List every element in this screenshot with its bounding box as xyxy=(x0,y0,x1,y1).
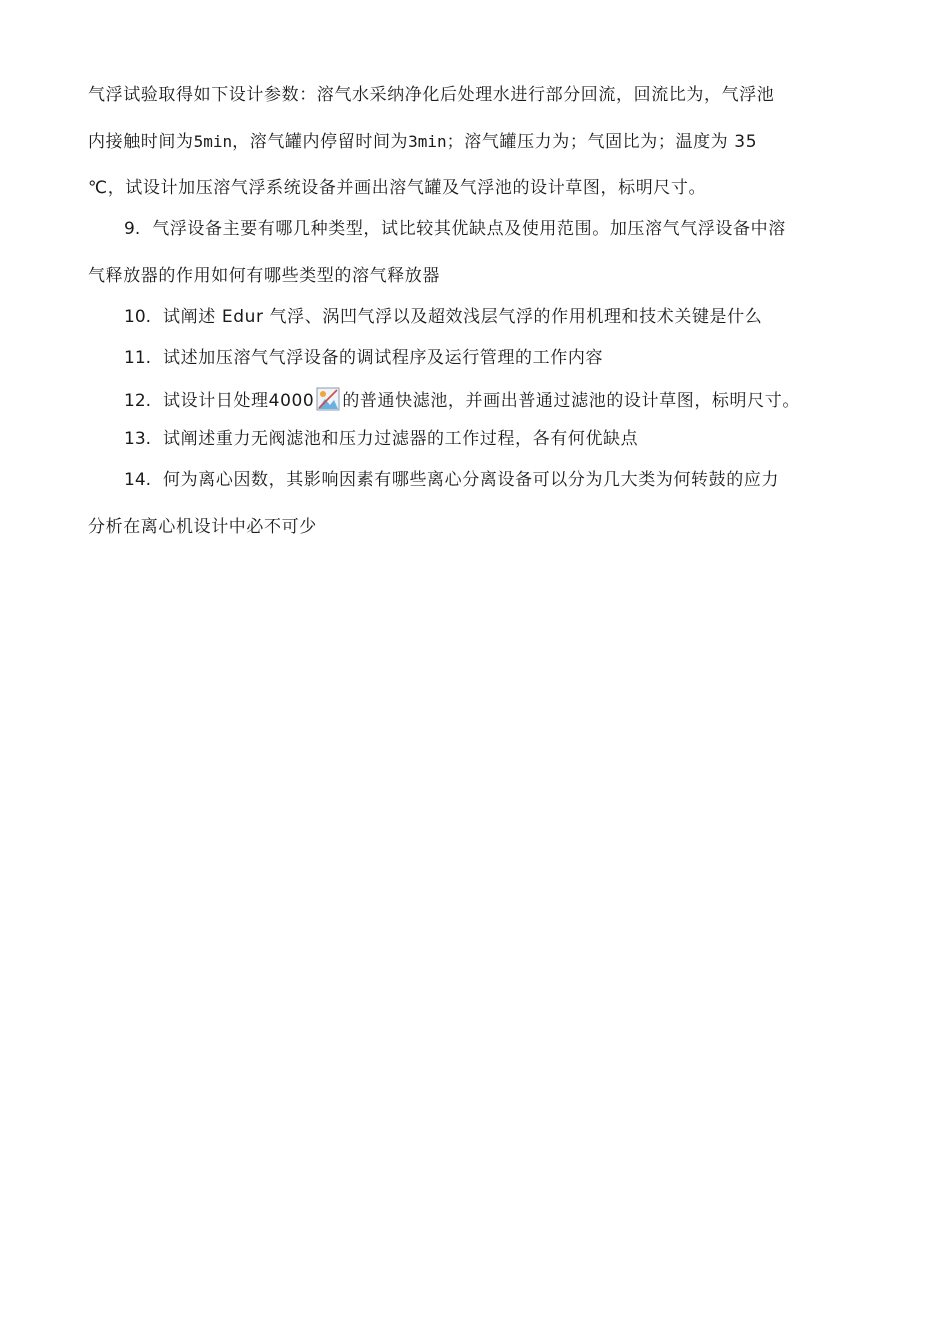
intro-line-3: ℃，试设计加压溶气浮系统设备并画出溶气罐及气浮池的设计草图，标明尺寸。 xyxy=(88,178,707,198)
question-number: 9. xyxy=(124,219,141,239)
question-10: 10. 试阐述 Edur 气浮、涡凹气浮以及超效浅层气浮的作用机理和技术关键是什么 xyxy=(124,307,763,327)
question-11: 11. 试述加压溶气气浮设备的调试程序及运行管理的工作内容 xyxy=(124,348,604,368)
question-14-line-2: 分析在离心机设计中必不可少 xyxy=(88,517,317,537)
question-number: 10. xyxy=(124,307,152,327)
question-14-line-1: 14. 何为离心因数，其影响因素有哪些离心分离设备可以分为几大类为何转鼓的应力 xyxy=(124,470,780,490)
broken-image-icon xyxy=(316,387,340,411)
intro-line-1: 气浮试验取得如下设计参数：溶气水采纳净化后处理水进行部分回流，回流比为，气浮池 xyxy=(88,85,775,105)
question-9-line-1: 9. 气浮设备主要有哪几种类型，试比较其优缺点及使用范围。加压溶气气浮设备中溶 xyxy=(124,219,786,239)
question-number: 14. xyxy=(124,470,152,490)
question-number: 12. xyxy=(124,391,152,411)
question-13: 13. 试阐述重力无阀滤池和压力过滤器的工作过程，各有何优缺点 xyxy=(124,429,639,449)
question-number: 13. xyxy=(124,429,152,449)
question-number: 11. xyxy=(124,348,152,368)
question-9-line-2: 气释放器的作用如何有哪些类型的溶气释放器 xyxy=(88,266,440,286)
question-12: 12. 试设计日处理4000 的普通快滤池，并画出普通过滤池的设计草图，标明尺寸。 xyxy=(124,387,852,412)
intro-line-2: 内接触时间为5min，溶气罐内停留时间为3min；溶气罐压力为；气固比为；温度为 35 xyxy=(88,132,758,152)
